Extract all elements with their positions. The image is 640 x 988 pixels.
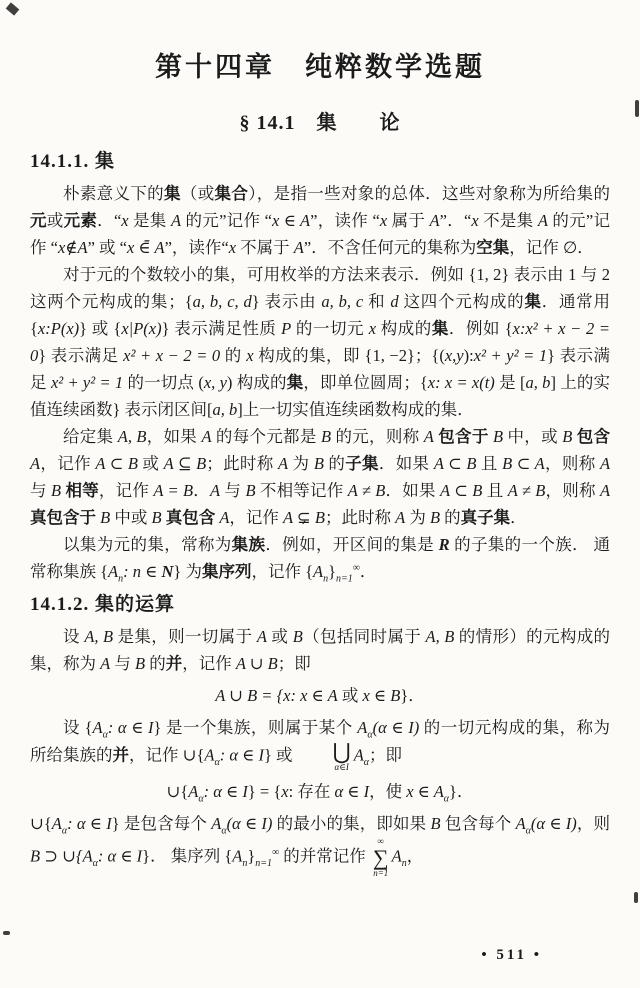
scan-artifact: [634, 892, 638, 903]
big-operator: ⋃ α∈I: [332, 739, 351, 772]
paragraph: 设 A, B 是集，则一切属于 A 或 B（包括同时属于 A, B 的情形）的元构成的集，称为 A 与 B 的并，记作 A ∪ B；即: [30, 627, 611, 673]
chapter-title: 第十四章 纯粹数学选题: [155, 52, 485, 82]
paragraph: 以集为元的集，常称为集族．例如，开区间的集是 R 的子集的一个族． 通常称集族 {$A_n$: n ∈ N} 为集序列，记作 $\{A_n\}_{n=1}^\infty$．: [30, 535, 611, 585]
paragraph: 朴素意义下的集（或集合），是指一些对象的总体．这些对象称为所给集的元或元素．“x 是集 A 的元”记作 “x ∈ A”，读作 “x 属于 A”．“x 不是集 A 的元”记作 “x∉A” 或 “x ∈̄ A”，读作“x 不属于 A”．不含任何元的集称为空集，记作 ∅．: [30, 184, 611, 257]
display-equation: A ∪ B = {x: x ∈ A 或 x ∈ B}．: [215, 686, 425, 705]
paragraph: 对于元的个数较小的集，可用枚举的方法来表示．例如 {1, 2} 表示由 1 与 2 这两个元构成的集；{a, b, c, d} 表示由 a, b, c 和 d 这四个元构成的集．通常用 {x:P(x)} 或 {x|P(x)} 表示满足性质 P 的一切元 x 构成的集．例如 {x:x² + x − 2 = 0} 表示满足 x² + x − 2 = 0 的 x 构成的集，即 {1, −2}；{(x,y):x² + y² = 1} 表示满足 x² + y² = 1 的一切点 (x, y) 构成的集，即单位圆周；{x: x = x(t) 是 [a, b] 上的实值连续函数} 表示闭区间[a, b]上一切实值连续函数构成的集．: [30, 265, 611, 419]
scan-artifact: [3, 931, 10, 935]
paragraph: 设 {$A_\alpha$: α ∈ I} 是一个集族，则属于某个 $A_\alpha(\alpha$ ∈ I) 的一切元构成的集，称为所给集族的并，记作 $\cup\{A_\alpha$: α ∈ I} 或 ⋃ α∈I $A_\alpha$；即: [30, 718, 611, 772]
scan-artifact: [635, 100, 639, 117]
page-number: • 511 •: [481, 947, 542, 963]
paragraph: $\cup\{A_\alpha$: α ∈ I} 是包含每个 $A_\alpha(\alpha$ ∈ I) 的最小的集，即如果 B 包含每个 $A_\alpha(\alpha$ ∈ I)，则 B ⊃ $\cup\{A_\alpha$: α ∈ I}． 集序列 $\{A_n\}_{n=1}^\infty$ 的并常记作 ∞ ∑ n=1 $A_n$，: [30, 813, 611, 878]
big-operator: ∞ ∑ n=1: [372, 835, 389, 878]
subsection-heading: 14.1.1. 集: [30, 151, 116, 172]
scan-artifact: [6, 2, 20, 15]
subsection-heading: 14.1.2. 集的运算: [30, 594, 176, 615]
paragraph: 给定集 A, B，如果 A 的每个元都是 B 的元，则称 A 包含于 B 中，或 B 包含 A，记作 A ⊂ B 或 A ⊆ B；此时称 A 为 B 的子集．如果 A ⊂ B 且 B ⊂ A，则称 A 与 B 相等，记作 A = B．A 与 B 不相等记作 A ≠ B．如果 A ⊂ B 且 A ≠ B，则称 A 真包含于 B 中或 B 真包含 A，记作 A ⊊ B；此时称 A 为 B 的真子集．: [30, 427, 611, 527]
section-title: § 14.1 集 论: [239, 112, 401, 134]
display-equation: $\cup\{A_\alpha$: α ∈ I} = {x: 存在 α ∈ I，使 x ∈ $A_\alpha$}．: [166, 781, 474, 805]
page-content: [30, 50, 610, 879]
